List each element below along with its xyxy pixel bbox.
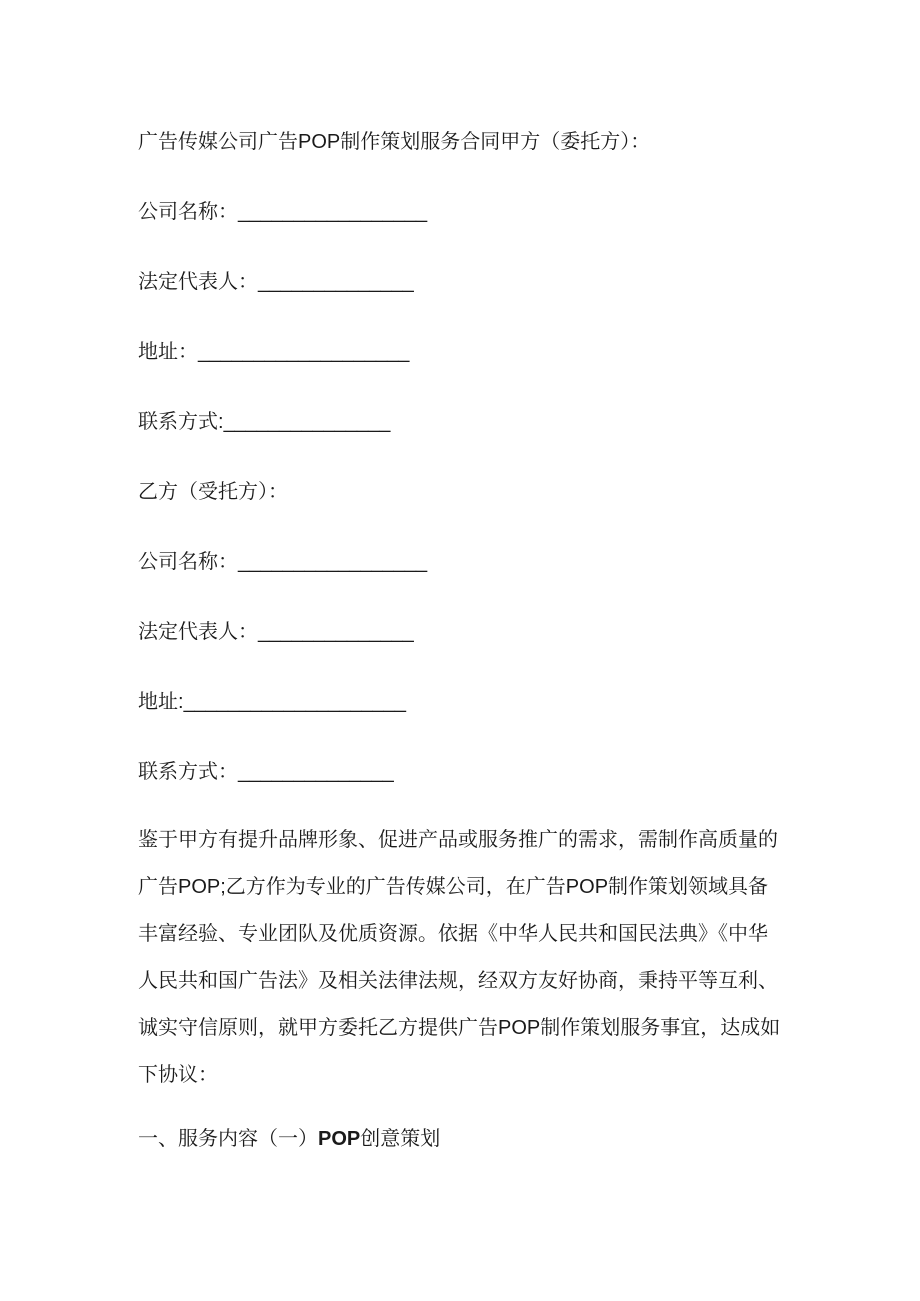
party-a-contact-label: 联系方式: <box>138 411 224 433</box>
preamble-line: 鉴于甲方有提升品牌形象、促进产品或服务推广的需求，需制作高质量的 <box>138 829 778 851</box>
party-a-address-blank: ___________________ <box>198 341 410 363</box>
party-b-company-name-row <box>138 527 858 597</box>
preamble-line: 丰富经验、专业团队及优质资源。依据《中华人民共和国民法典》《中华 <box>138 923 768 945</box>
preamble-line: 人民共和国广告法》及相关法律法规，经双方友好协商，秉持平等互利、 <box>138 970 778 992</box>
party-a-legal-rep-row <box>138 247 858 317</box>
party-b-address-blank: ____________________ <box>183 691 407 713</box>
party-b-address-row <box>138 667 858 737</box>
party-b-heading: 乙方（受托方）： <box>138 481 288 503</box>
contract-title-line: 广告传媒公司广告POP制作策划服务合同甲方（委托方）： <box>138 131 651 153</box>
party-a-legal-rep-blank: ______________ <box>258 271 414 293</box>
section-heading-bold-term: POP <box>318 1128 361 1150</box>
party-a-address-row <box>138 317 858 387</box>
section-heading-suffix: 创意策划 <box>360 1128 441 1150</box>
preamble-line: 广告POP;乙方作为专业的广告传媒公司，在广告POP制作策划领域具备 <box>138 876 769 898</box>
party-b-company-name-blank: _________________ <box>238 551 428 573</box>
party-a-address-label: 地址： <box>138 341 198 363</box>
section-heading-prefix: 一、服务内容（一） <box>138 1128 318 1150</box>
party-b-contact-label: 联系方式： <box>138 761 238 783</box>
party-a-legal-rep-label: 法定代表人： <box>138 271 258 293</box>
party-b-contact-blank: ______________ <box>238 761 394 783</box>
party-b-legal-rep-row <box>138 597 858 667</box>
party-a-contact-row <box>138 387 858 457</box>
party-b-legal-rep-label: 法定代表人： <box>138 621 258 643</box>
preamble-line: 下协议： <box>138 1064 218 1086</box>
party-b-contact-row <box>138 737 858 807</box>
party-a-company-name-blank: _________________ <box>238 201 428 223</box>
party-a-contact-blank: _______________ <box>223 411 391 433</box>
preamble-line: 诚实守信原则，就甲方委托乙方提供广告POP制作策划服务事宜，达成如 <box>138 1017 781 1039</box>
party-b-legal-rep-blank: ______________ <box>258 621 414 643</box>
party-a-company-name-row <box>138 177 858 247</box>
preamble-paragraph <box>138 817 858 1099</box>
party-a-company-name-label: 公司名称： <box>138 201 238 223</box>
party-b-address-label: 地址: <box>138 691 184 713</box>
section-heading <box>138 1116 858 1163</box>
document-body <box>138 107 858 1163</box>
party-b-company-name-label: 公司名称： <box>138 551 238 573</box>
